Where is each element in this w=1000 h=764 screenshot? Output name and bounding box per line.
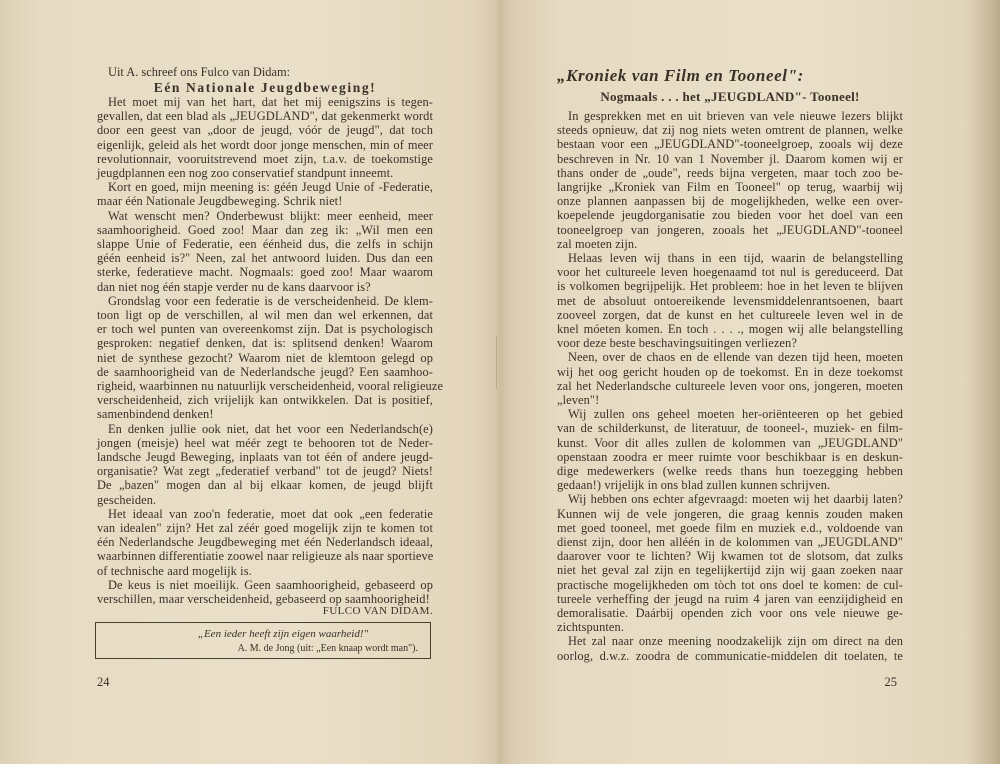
text-line: onze plannen aanpassen bij de mogelijkheden, welke een over- (557, 194, 903, 209)
column-title: „Kroniek van Film en Tooneel": (557, 66, 804, 85)
text-line: zichtspunten. (557, 620, 625, 635)
text-line: landsche Jeugd Beweging, inplaats van tot één of andere jeugd- (97, 450, 433, 464)
text-line: sterke, federatieve macht. Nogmaals: goed zoo! Maar waarom (97, 265, 433, 280)
text-line: tureele verheffing der jeugd na ruim 4 jaren van eenzijdigheid en (557, 591, 903, 606)
text-line: Het zal naar onze meening noodzakelijk zijn om direct na den (568, 634, 903, 649)
staple-mark (496, 335, 501, 390)
text-line: Het ideaal van zoo'n federatie, moet dat ook „een federatie (108, 506, 433, 521)
text-line: De keus is niet moeilijk. Geen saamhoorigheid, gebaseerd op (108, 577, 433, 592)
text-line: „leven"! (557, 393, 600, 407)
text-line: En denken jullie ook niet, dat het voor een Nederlandsch(e) (108, 421, 433, 436)
text-line: righeid, waarbinnen nu natuurlijk verscheidenheid, vooral religieuze (97, 379, 444, 393)
text-line: één Nederlandsche Jeugdbeweging met één Nederlandsch ideaal, (97, 535, 433, 550)
text-line: steeds opnieuw, dat zij nog niets weten omtrent de plannen, welke (557, 123, 903, 138)
text-line: demoralisatie. Daárbij openden zich voor ons vele nieuwe ge- (557, 606, 903, 620)
text-line: kunst. Voor dit alles zullen de kolommen van „JEUGDLAND" (557, 435, 903, 450)
text-line: zooveel zorgen, dat de kunst en het cultureele leven wel in de (557, 307, 903, 322)
text-line: dige medewerkers (welke reeds thans hun toezegging hebben (557, 464, 903, 478)
page-number: 24 (97, 675, 110, 689)
article-heading: Eén Nationale Jeugdbeweging! (153, 80, 377, 95)
text-line: dienst zijn, door hen alléén in de kolommen van „JEUGDLAND" (557, 535, 903, 549)
text-line: saamhoorigheid. Goed zoo! Maar dan zeg ik: „Wil men een (97, 222, 433, 237)
intro-line: Uit A. schreef ons Fulco van Didam: (108, 65, 291, 79)
text-line: jeugdplannen een nog zoo conservatief standpunt inneemt. (97, 166, 394, 180)
text-line: langrijke „Kroniek van Film en Tooneel" op terug, waarbij wij (557, 180, 903, 194)
text-line: slappe Unie of Federatie, een éénheid dus, die zelfs in schijn (97, 237, 433, 251)
text-line: wij het oog gericht houden op de toekomst. En in deze toekomst (557, 364, 903, 379)
text-line: thans onder de „oude", reeds bijna vergeten, maar toch zoo be- (557, 165, 903, 180)
text-line: Wij zullen ons geheel moeten her-oriënteeren op het gebied (568, 407, 903, 422)
text-line: Kort en goed, mijn meening is: géén Jeugd Unie of -Federatie, (108, 180, 433, 195)
text-line: In gesprekken met en uit brieven van vele nieuwe lezers blijkt (568, 109, 903, 123)
text-line: practische mogelijkheden om tòch tot ons doel te komen: de cul- (557, 577, 903, 592)
text-line: De „bazen" mogen dan al bij elkaar komen, de jeugd blijft (97, 478, 433, 493)
text-line: dan niet nog één stapje verder nu de kans daarvoor is? (97, 279, 371, 294)
text-line: voor deze beste beschavingsuitingen verliezen? (557, 336, 797, 351)
text-line: met goed tooneel, met goede film en muziek e.d., voldoende van (557, 520, 903, 535)
text-line: knel móeten komen. En toch . . . ., mogen wij alle belangstelling (557, 322, 903, 336)
text-line: verscheidenheid, zich vrijelijk kan ontwikkelen. Dat is positief, (97, 393, 433, 408)
text-line: van de schilderkunst, de literatuur, de tooneel-, muziek- en film- (557, 421, 903, 436)
page-number: 25 (884, 675, 897, 689)
text-line: bestaan voor een „JEUGDLAND"-tooneelgroep, zooals wij deze (557, 137, 903, 152)
text-line: toon ligt op de verschillen, al wil men dan wel erkennen, dat (97, 308, 433, 322)
text-line: of technische aard mogelijk is. (97, 563, 252, 578)
text-line: gevallen, dat een blad als „JEUGDLAND", dat gekenmerkt wordt (97, 109, 433, 124)
text-line: voor het cultureele leven hoegenaamd tot nul is gereduceerd. Dat (557, 265, 903, 280)
text-line: revolutionnair, vooruitstrevend moet zijn, t.a.v. de toekomstige (97, 151, 433, 166)
text-line: Neen, over de chaos en de ellende van dezen tijd heen, moeten (568, 350, 903, 365)
text-line: beschreven in Nr. 10 van 1 November jl. Daarom komen wij er (557, 151, 903, 166)
text-line: samenbindend denken! (97, 407, 214, 422)
quote-text: „Een ieder heeft zijn eigen waarheid!" (197, 628, 369, 640)
text-line: géén eenheid is?" Neen, zal het antwoord luiden. Dus dan een (97, 251, 433, 266)
text-line: niet de synthese gezocht? Waarom niet de klemtoon gelegd op (97, 350, 433, 365)
article-subtitle: Nogmaals . . . het „JEUGDLAND"- Tooneel! (600, 89, 860, 104)
text-line: oorlog, d.w.z. zoodra de communicatie-middelen dit toelaten, te (557, 648, 903, 663)
text-line: Kunnen wij de vele jongeren, die graag kennis zouden maken (557, 506, 903, 521)
text-line: is volkomen begrijpelijk. Het probleem: hoe in het leven te blijven (557, 279, 903, 294)
text-line: waarbinnen differentiatie zoowel naar religieuze als naar sportieve (97, 549, 434, 564)
text-line: niet het geval zal zijn en tegelijkertijd zijn wij gaan zoeken naar (557, 563, 903, 578)
text-line: tooneelgroep van jongeren, zooals het „JEUGDLAND"-tooneel (557, 222, 903, 237)
text-line: van idealen" zijn? Het zal zéér goed mogelijk zijn te komen tot (97, 521, 433, 535)
text-line: door een geest van „door de jeugd, vóór de jeugd", dat toch (97, 123, 433, 138)
text-line: koepelende jeugdorganisatie zou bieden voor het doel van een (557, 208, 903, 223)
text-line: gedaan!) vrijelijk in ons blad zullen kunnen schrijven. (557, 478, 831, 493)
quote-box (95, 622, 431, 659)
text-line: verschillen, maar verscheidenheid, gebaseerd op saamhoorigheid! (97, 592, 430, 606)
text-line: de saamhoorigheid van de Nederlandsche jeugd? Een saamhoo- (97, 364, 433, 379)
text-line: gesproken: negatief denken, dat is: splitsend denken! Waarom (97, 336, 433, 351)
text-line: eigenlijk, geleid als het wordt door jonge menschen, min of meer (97, 137, 433, 152)
quote-source: A. M. de Jong (uit: „Een knaap wordt man"). (237, 643, 418, 654)
text-line: gescheiden. (97, 492, 157, 507)
text-line: zal het Nederlandsche cultureele leven voor ons, jongeren, moeten (557, 378, 903, 393)
text-line: openstaan zoodra er meer ruimte voor beschikbaar is en deskun- (557, 449, 903, 464)
text-line: Het moet mij van het hart, dat het mij eenigszins is tegen- (108, 95, 433, 109)
text-line: Wij hebben ons echter afgevraagd: moeten wij het daarbij laten? (568, 492, 903, 507)
text-line: maar één Nationale Jeugdbeweging. Schrik niet! (97, 194, 343, 209)
text-line: Wat wenscht men? Onderbewust blijkt: meer eenheid, meer (108, 208, 433, 223)
text-line: met de absoluut ontoereikende levensmiddelenrantsoenen, baart (557, 293, 903, 308)
text-line: jongen (meisje) heel wat méér zegt te behooren tot de Neder- (97, 435, 433, 450)
text-line: zal moeten zijn. (557, 236, 638, 251)
text-line: Helaas leven wij thans in een tijd, waarin de belangstelling (568, 251, 903, 265)
text-line: organisatie? Wat zegt „federatief verband" tot de jeugd? Niets! (97, 464, 433, 479)
text-line: Grondslag voor een federatie is de verscheidenheid. De klem- (108, 293, 433, 308)
text-line: daarover voor te lichten? Wij kwamen tot de slotsom, dat zulks (557, 549, 903, 564)
text-line: er toch wel punten van overeenkomst zijn. Dat is psychologisch (97, 322, 433, 337)
signature: FULCO VAN DIDAM. (322, 605, 433, 617)
